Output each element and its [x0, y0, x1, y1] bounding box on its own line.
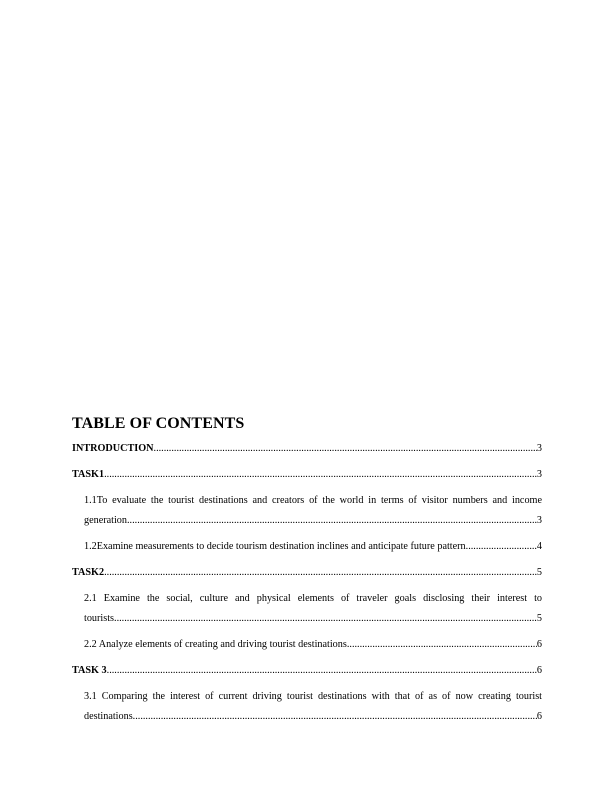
toc-page-number: 6	[536, 711, 542, 722]
toc-page-number: 3	[536, 469, 542, 480]
toc-entry-text-line1: 1.1To evaluate the tourist destinations and creators of the world in terms of visitor numbers and income	[84, 495, 542, 506]
toc-entry-3-1[interactable]	[84, 687, 542, 727]
toc-entry-text-line1: 2.1 Examine the social, culture and physical elements of traveler goals disclosing their interest to	[84, 593, 542, 604]
toc-entry-task1[interactable]	[72, 465, 542, 485]
toc-heading: TABLE OF CONTENTS	[72, 415, 245, 432]
toc-page-number: 6	[536, 639, 542, 650]
toc-entry-text-line2: destinations	[84, 711, 133, 722]
toc-entry-text-line1: 3.1 Comparing the interest of current driving tourist destinations with that of as of now creating tourist	[84, 691, 542, 702]
toc-entry-text: TASK1	[72, 469, 105, 480]
toc-entry-text: TASK 3	[72, 665, 107, 676]
toc-entry-1-1[interactable]	[84, 491, 542, 531]
toc-entry-2-1[interactable]	[84, 589, 542, 629]
toc-page-number: 6	[536, 665, 542, 676]
dot-leader	[104, 563, 537, 583]
dot-leader	[154, 439, 537, 459]
toc-page-number: 3	[536, 443, 542, 454]
toc-page-number: 4	[536, 541, 542, 552]
toc-entry-text-line2-row	[84, 609, 542, 629]
toc-entry-text: TASK2	[72, 567, 105, 578]
dot-leader	[133, 707, 537, 727]
dot-leader	[347, 635, 537, 655]
dot-leader	[127, 511, 537, 531]
toc-entry-text-line2-row	[84, 511, 542, 531]
toc-entry-task3[interactable]	[72, 661, 542, 681]
toc-entry-text: INTRODUCTION	[72, 443, 154, 454]
dot-leader	[107, 661, 537, 681]
toc-page-number: 3	[536, 515, 542, 526]
dot-leader	[104, 465, 537, 485]
table-of-contents	[72, 414, 542, 733]
toc-entry-text-line2-row	[84, 707, 542, 727]
dot-leader	[114, 609, 537, 629]
toc-entry-text-line2: generation	[84, 515, 127, 526]
toc-entry-text: 2.2 Analyze elements of creating and driving tourist destinations	[84, 639, 347, 650]
toc-page-number: 5	[536, 567, 542, 578]
toc-list	[72, 439, 542, 727]
toc-entry-introduction[interactable]	[72, 439, 542, 459]
toc-entry-text-line2: tourists	[84, 613, 115, 624]
toc-entry-task2[interactable]	[72, 563, 542, 583]
toc-entry-1-2[interactable]	[84, 537, 542, 557]
toc-page-number: 5	[536, 613, 542, 624]
dot-leader	[466, 537, 537, 557]
toc-entry-text: 1.2Examine measurements to decide tourism destination inclines and anticipate future pattern	[84, 541, 466, 552]
toc-entry-2-2[interactable]	[84, 635, 542, 655]
